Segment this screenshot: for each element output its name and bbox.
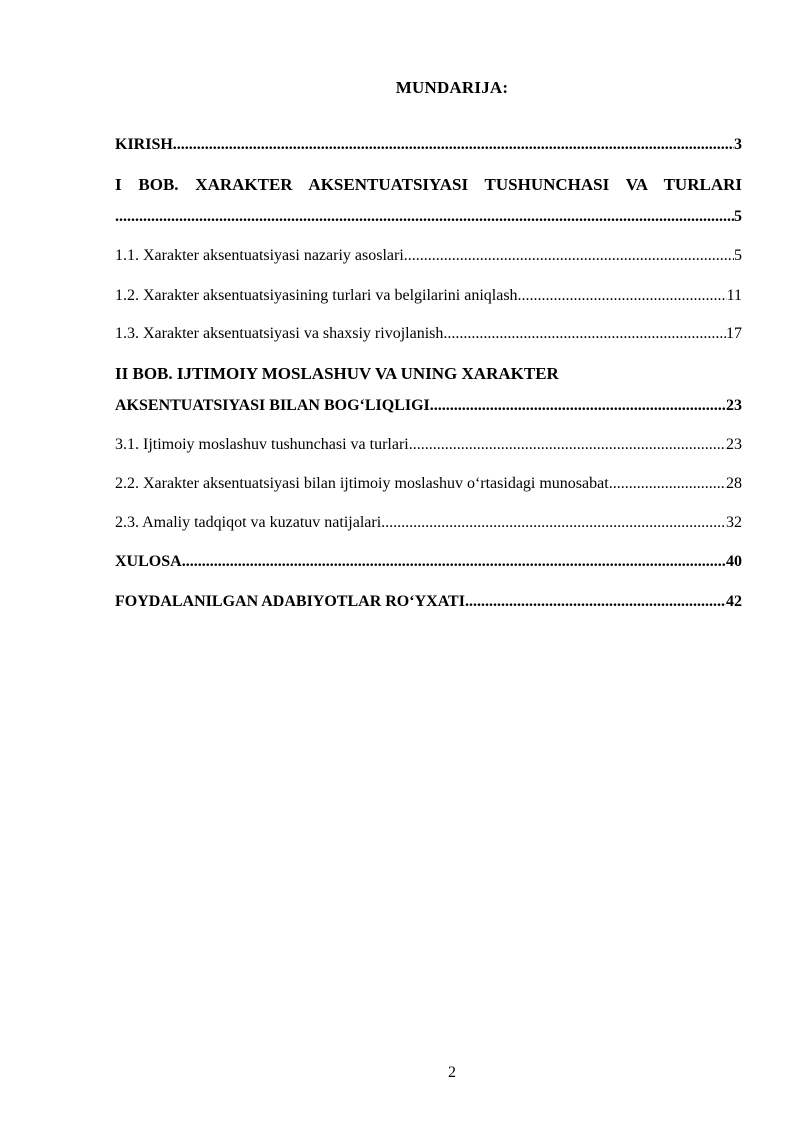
toc-entry-adabiyotlar (115, 592, 742, 612)
toc-entry-label: 3.1. Ijtimoiy moslashuv tushunchasi va turlari (115, 436, 409, 453)
toc-entry-label: I BOB. XARAKTER AKSENTUATSIYASI TUSHUNCHASI VA TURLARI (115, 175, 742, 194)
toc-entry-page: 42 (726, 593, 742, 610)
dot-leader (518, 286, 727, 306)
toc-entry-page: 32 (726, 514, 742, 531)
toc-entry-1-3 (115, 324, 742, 344)
toc-title: MUNDARIJA: (395, 78, 509, 97)
toc-entry-page: 17 (726, 325, 742, 342)
toc-entry-label: FOYDALANILGAN ADABIYOTLAR RO‘YXATI (115, 593, 465, 610)
toc-entry-chapter-1 (115, 175, 742, 195)
toc-entry-label: AKSENTUATSIYASI BILAN BOG‘LIQLIGI (115, 397, 430, 414)
toc-entry-label: II BOB. IJTIMOIY MOSLASHUV VA UNING XARAKTER (115, 364, 559, 383)
toc-entry-page: 3 (734, 136, 742, 153)
toc-entry-chapter-2-line2 (115, 396, 742, 416)
toc-entry-page: 5 (734, 247, 742, 264)
toc-entry-1-2 (115, 286, 742, 306)
toc-entry-2-3 (115, 513, 742, 533)
toc-entry-xulosa (115, 552, 742, 572)
toc-entry-1-1 (115, 246, 742, 266)
dot-leader (443, 324, 726, 344)
dot-leader (173, 135, 734, 155)
dot-leader (115, 207, 734, 227)
toc-entry-page: 5 (734, 208, 742, 225)
toc-entry-chapter-1-leader (115, 207, 742, 227)
dot-leader (609, 474, 726, 494)
toc-entry-label: 1.3. Xarakter aksentuatsiyasi va shaxsiy rivojlanish (115, 325, 444, 342)
toc-entry-label: XULOSA (115, 553, 182, 570)
toc-entry-page: 23 (726, 436, 742, 453)
toc-entry-3-1 (115, 435, 742, 455)
dot-leader (409, 435, 726, 455)
toc-entry-label: 2.3. Amaliy tadqiqot va kuzatuv natijalari (115, 514, 382, 531)
dot-leader (465, 592, 726, 612)
toc-entry-page: 40 (726, 553, 742, 570)
toc-entry-chapter-2 (115, 364, 742, 385)
dot-leader (381, 513, 726, 533)
toc-entry-label: KIRISH (115, 136, 173, 153)
dot-leader (430, 396, 726, 416)
toc-entry-label: 2.2. Xarakter aksentuatsiyasi bilan ijtimoiy moslashuv o‘rtasidagi munosabat (115, 475, 609, 492)
toc-entry-label: 1.1. Xarakter aksentuatsiyasi nazariy asoslari (115, 247, 404, 264)
toc-entry-label: 1.2. Xarakter aksentuatsiyasining turlari va belgilarini aniqlash (115, 287, 518, 304)
toc-entry-page: 28 (726, 475, 742, 492)
toc-entry-page: 11 (726, 287, 742, 304)
dot-leader (404, 246, 734, 266)
toc-entry-kirish (115, 135, 742, 155)
toc-entry-page: 23 (726, 397, 742, 414)
dot-leader (182, 552, 726, 572)
page-number: 2 (448, 1064, 456, 1081)
toc-entry-2-2 (115, 474, 742, 494)
